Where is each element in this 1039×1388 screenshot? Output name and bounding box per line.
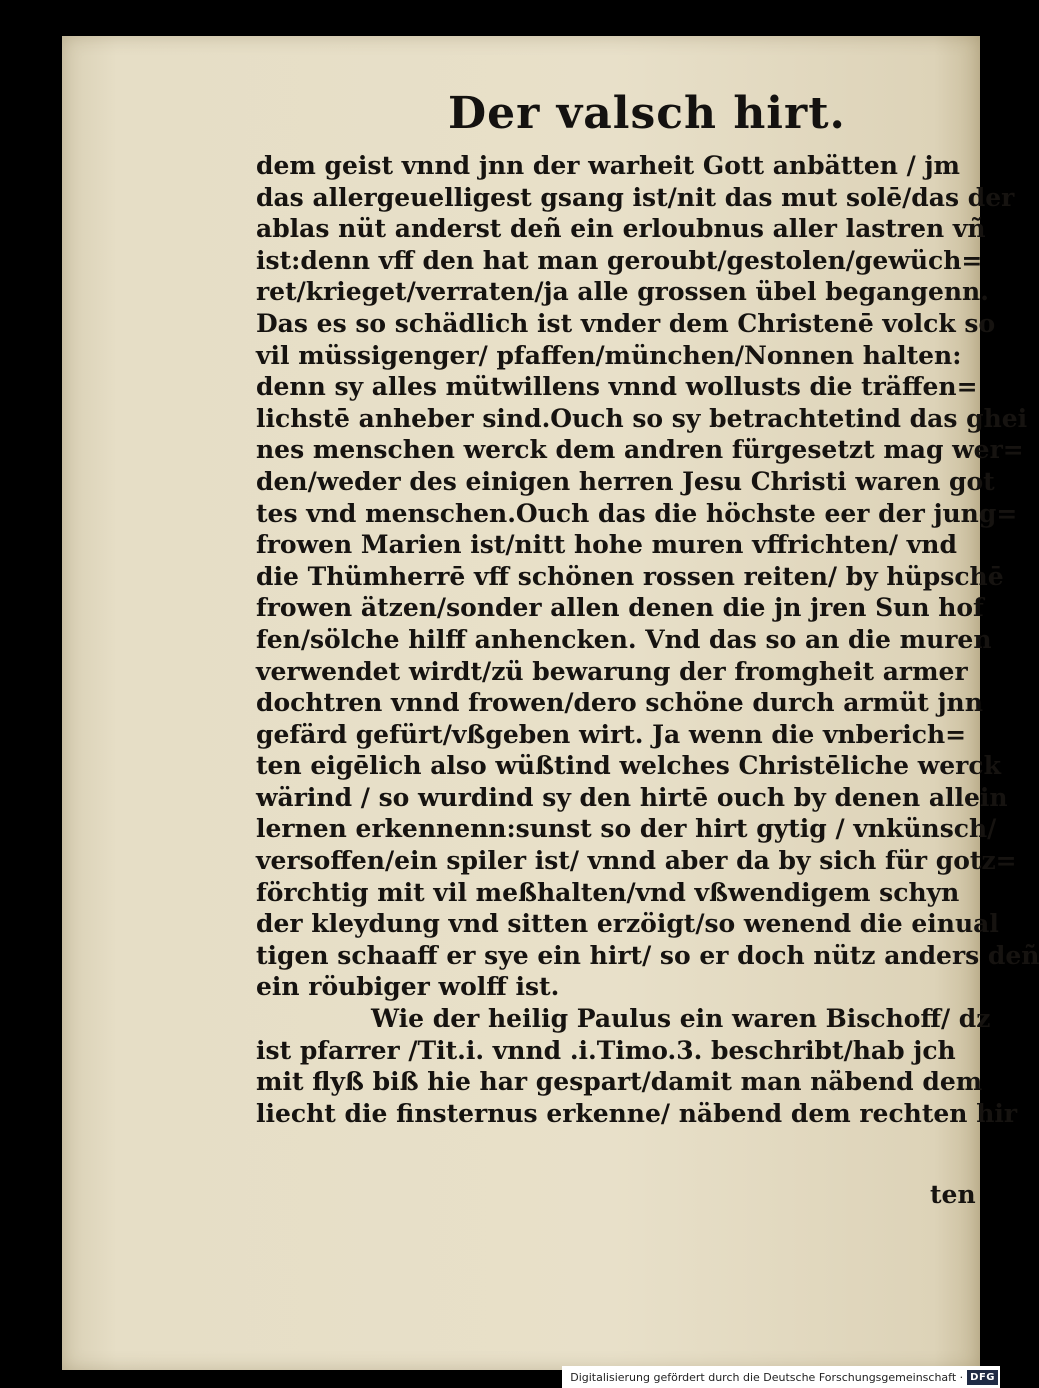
text-line: frowen ätzen/sonder allen denen die jn jren Sun hof [256, 593, 984, 623]
text-line: Das es so schädlich ist vnder dem Christenē volck so [256, 308, 996, 338]
text-line: gefärd gefürt/vßgeben wirt. Ja wenn die vnberich= [256, 719, 967, 749]
text-line: förchtig mit vil meßhalten/vnd vßwendigem schyn [256, 877, 960, 907]
text-line: fen/sölche hilff anhencken. Vnd das so an die muren [256, 624, 992, 654]
text-line: ist:denn vff den hat man geroubt/gestolen/gewüch= [256, 245, 983, 275]
footer-text: Digitalisierung gefördert durch die Deutsche Forschungsgemeinschaft · [570, 1370, 964, 1384]
text-line: tes vnd menschen.Ouch das die höchste eer der jung= [256, 498, 1018, 528]
text-line: lernen erkennenn:sunst so der hirt gytig / vnkünsch/ [256, 814, 997, 844]
text-line: vil müssigenger/ pfaffen/münchen/Nonnen halten: [256, 340, 962, 370]
page-header: Der valsch hirt. [448, 88, 846, 139]
text-line: ein röubiger wolff ist. [256, 972, 560, 1002]
text-line: den/weder des einigen herren Jesu Christi waren got [256, 466, 995, 496]
text-line: ist pfarrer /Tit.i. vnnd .i.Timo.3. beschribt/hab jch [256, 1035, 956, 1065]
text-line: wärind / so wurdind sy den hirtē ouch by denen allein [256, 782, 1008, 812]
text-line: nes menschen werck dem andren fürgesetzt mag wer= [256, 435, 1024, 465]
text-line: denn sy alles mütwillens vnnd wollusts die träffen= [256, 372, 978, 402]
dfg-logo-icon: DFG [967, 1370, 998, 1385]
text-line: das allergeuelligest gsang ist/nit das mut solē/das der [256, 182, 1015, 212]
text-line: ten eigēlich also wüßtind welches Christēliche werck [256, 751, 1001, 781]
text-line: ablas nüt anderst deñ ein erloubnus aller lastren vñ [256, 214, 986, 244]
text-line: liecht die finsternus erkenne/ näbend dem rechten hir [256, 1098, 1018, 1128]
text-line: mit flyß biß hie har gespart/damit man näbend dem [256, 1067, 983, 1097]
text-line: verwendet wirdt/zü bewarung der fromgheit armer [256, 656, 968, 686]
text-line: der kleydung vnd sitten erzöigt/so wenend die einual [256, 909, 999, 939]
text-line: tigen schaaff er sye ein hirt/ so er doch nütz anders deñ [256, 940, 1039, 970]
text-line: die Thümherrē vff schönen rossen reiten/ by hüpschē [256, 561, 1004, 591]
catchword: ten [930, 1180, 976, 1209]
attribution-footer [562, 1366, 1000, 1388]
text-line: lichstē anheber sind.Ouch so sy betrachtetind das ghei [256, 403, 1028, 433]
text-line: frowen Marien ist/nitt hohe muren vffrichten/ vnd [256, 530, 957, 560]
text-line: Wie der heilig Paulus ein waren Bischoff/ dz [371, 1004, 991, 1034]
text-line: ret/krieget/verraten/ja alle grossen übel begangenn. [256, 277, 989, 307]
text-line: dem geist vnnd jnn der warheit Gott anbätten / jm [256, 151, 960, 180]
text-line: dochtren vnnd frowen/dero schöne durch armüt jnn [256, 688, 983, 718]
body-text [256, 150, 1039, 1129]
text-line: versoffen/ein spiler ist/ vnnd aber da by sich für gotz= [256, 846, 1017, 876]
